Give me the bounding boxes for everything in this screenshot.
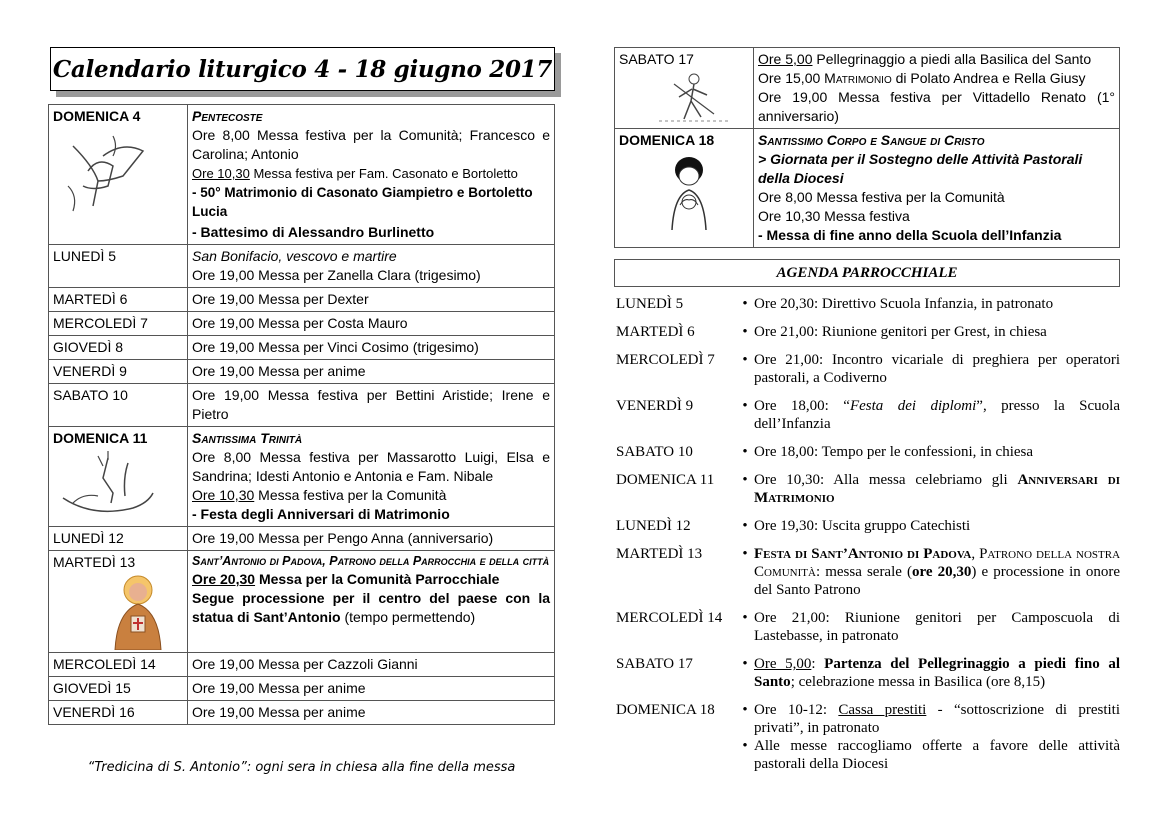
table-row xyxy=(615,48,1120,129)
agenda-day: MERCOLEDÌ 7 xyxy=(616,352,715,368)
agenda-item xyxy=(616,517,1120,535)
event-line: Messa per la Comunità Parrocchiale xyxy=(255,571,500,587)
agenda-text: Ore 20,30: Direttivo Scuola Infanzia, in patronato xyxy=(754,296,1054,312)
agenda-item xyxy=(616,397,1120,433)
agenda-item xyxy=(616,323,1120,341)
bullet-icon: • xyxy=(742,472,748,488)
liturgical-calendar-table xyxy=(48,104,555,725)
agenda-text-underlined: Cassa prestiti xyxy=(838,702,927,718)
agenda-item xyxy=(616,295,1120,313)
table-row xyxy=(49,245,555,288)
liturgical-calendar-table-continued xyxy=(614,47,1120,248)
table-row xyxy=(49,677,555,701)
agenda-text: ”, presso la Scuola dell’Infanzia xyxy=(754,398,1120,432)
agenda-day: SABATO 17 xyxy=(616,656,693,672)
day-label: VENERDÌ 16 xyxy=(49,701,188,725)
mass-line: Ore 19,00 Messa per anime xyxy=(188,701,555,725)
agenda-text: Ore 10,30: Alla messa celebriamo gli xyxy=(754,472,1018,488)
table-row xyxy=(49,701,555,725)
agenda-item xyxy=(616,471,1120,507)
agenda-text-italic: Festa dei diplomi xyxy=(849,398,977,414)
day-label: LUNEDÌ 5 xyxy=(49,245,188,288)
event-line: Pellegrinaggio a piedi alla Basilica del Santo xyxy=(812,51,1092,67)
table-row xyxy=(615,129,1120,248)
mass-line: Ore 8,00 Messa festiva per la Comunità; Francesco e Carolina; Antonio xyxy=(192,127,550,162)
saint-anthony-image xyxy=(103,572,173,650)
feast-heading: Santissimo Corpo e Sangue di Cristo xyxy=(758,132,985,148)
mass-line: Messa festiva per Fam. Casonato e Bortoletto xyxy=(249,166,518,181)
agenda-title: AGENDA PARROCCHIALE xyxy=(614,259,1120,287)
agenda-time: Ore 5,00 xyxy=(754,656,812,672)
agenda-text-smallcaps: Patrono della nostra Comunità xyxy=(754,546,1121,580)
agenda-day: MERCOLEDÌ 14 xyxy=(616,610,723,626)
parish-agenda xyxy=(616,295,1120,773)
agenda-day: DOMENICA 11 xyxy=(616,472,715,488)
mass-line: Ore 19,00 Messa per Dexter xyxy=(188,288,555,312)
event-line: - Battesimo di Alessandro Burlinetto xyxy=(192,224,435,240)
bullet-icon: • xyxy=(742,444,748,460)
agenda-text: Ore 18,00: “ xyxy=(754,398,850,414)
agenda-text-bold: Partenza del Pellegrinaggio a piedi fino al Santo xyxy=(754,656,1120,690)
mass-line: Ore 19,00 Messa per anime xyxy=(188,677,555,701)
agenda-text: Alle messe raccogliamo offerte a favore delle attività pastorali della Diocesi xyxy=(754,738,1120,772)
table-row xyxy=(49,360,555,384)
event-line: - 50° Matrimonio di Casonato Giampietro e Bortoletto Lucia xyxy=(192,185,533,219)
day-label: MARTEDÌ 6 xyxy=(49,288,188,312)
event-line: - Festa degli Anniversari di Matrimonio xyxy=(192,506,450,522)
mass-line: Ore 19,00 Messa per Costa Mauro xyxy=(188,312,555,336)
time-label: Ore 10,30 xyxy=(192,166,250,181)
day-label: LUNEDÌ 12 xyxy=(49,527,188,551)
agenda-text: Ore 10-12: xyxy=(754,702,839,718)
day-label: SABATO 17 xyxy=(619,51,694,67)
day-label: DOMENICA 4 xyxy=(53,108,141,124)
agenda-text: , xyxy=(971,546,980,562)
day-label: SABATO 10 xyxy=(49,384,188,427)
mass-line: Ore 10,30 Messa festiva xyxy=(758,208,910,224)
table-row xyxy=(49,427,555,527)
table-row xyxy=(49,653,555,677)
agenda-day: LUNEDÌ 5 xyxy=(616,296,684,312)
pilgrim-walker-icon xyxy=(639,69,739,124)
bullet-icon: • xyxy=(742,738,748,754)
bullet-icon: • xyxy=(742,656,748,672)
agenda-text: Ore 19,30: Uscita gruppo Catechisti xyxy=(754,518,971,534)
mass-line: Messa festiva per la Comunità xyxy=(254,487,447,503)
agenda-text: Ore 18,00: Tempo per le confessioni, in chiesa xyxy=(754,444,1034,460)
feast-heading: Santissima Trinità xyxy=(192,430,303,446)
table-row xyxy=(49,384,555,427)
agenda-day: SABATO 10 xyxy=(616,444,693,460)
day-label: MERCOLEDÌ 7 xyxy=(49,312,188,336)
pentecost-hands-icon xyxy=(53,126,163,221)
agenda-day: DOMENICA 18 xyxy=(616,702,715,718)
mass-line: Ore 8,00 Messa festiva per la Comunità xyxy=(758,189,1005,205)
agenda-day: MARTEDÌ 6 xyxy=(616,324,695,340)
agenda-item xyxy=(616,701,1120,773)
day-label: MERCOLEDÌ 14 xyxy=(49,653,188,677)
bullet-icon: • xyxy=(742,546,748,562)
agenda-text-bold: Anniversari di Matrimonio xyxy=(754,472,1120,506)
agenda-item xyxy=(616,609,1120,645)
table-row xyxy=(49,527,555,551)
day-label: DOMENICA 18 xyxy=(619,132,715,148)
event-line: di Polato Andrea e Rella Giusy xyxy=(891,70,1086,86)
mass-line: Ore 19,00 Messa festiva per Vittadello Renato (1° anniversario) xyxy=(758,89,1115,124)
mass-line: Ore 19,00 Messa per anime xyxy=(188,360,555,384)
time-label: Ore 5,00 xyxy=(758,51,813,67)
wedding-label: Matrimonio xyxy=(824,70,892,86)
bullet-icon: • xyxy=(742,702,748,718)
table-row xyxy=(49,288,555,312)
event-line: Segue processione per il centro del paese con la statua di Sant’Antonio xyxy=(192,590,550,625)
agenda-text: Ore 21,00: Riunione genitori per Grest, in chiesa xyxy=(754,324,1047,340)
page-title-box xyxy=(50,47,555,91)
table-row xyxy=(49,551,555,653)
bullet-icon: • xyxy=(742,324,748,340)
trinity-hand-icon xyxy=(53,448,163,520)
agenda-text: ) e processione in onore del Santo Patrono xyxy=(754,564,1121,598)
diocese-day-line: > Giornata per il Sostegno delle Attività Pastorali della Diocesi xyxy=(758,151,1083,186)
page-title: Calendario liturgico 4 - 18 giugno 2017 xyxy=(52,55,553,83)
day-label: MARTEDÌ 13 xyxy=(53,554,136,570)
bullet-icon: • xyxy=(742,296,748,312)
agenda-item xyxy=(616,545,1120,599)
mass-line: Ore 19,00 Messa per Cazzoli Gianni xyxy=(188,653,555,677)
bullet-icon: • xyxy=(742,398,748,414)
mass-line: Ore 19,00 Messa festiva per Bettini Aristide; Irene e Pietro xyxy=(188,384,555,427)
event-line: - Messa di fine anno della Scuola dell’Infanzia xyxy=(758,227,1062,243)
mass-line: Ore 19,00 Messa per Pengo Anna (anniversario) xyxy=(188,527,555,551)
feast-heading: Pentecoste xyxy=(192,108,263,124)
saint-line: San Bonifacio, vescovo e martire xyxy=(192,248,397,264)
agenda-item xyxy=(616,443,1120,461)
bullet-icon: • xyxy=(742,518,748,534)
mass-line: Ore 19,00 Messa per Vinci Cosimo (trigesimo) xyxy=(188,336,555,360)
child-praying-icon xyxy=(634,150,734,230)
agenda-text: ; celebrazione messa in Basilica (ore 8,15) xyxy=(790,674,1046,690)
table-row xyxy=(49,312,555,336)
agenda-text: Ore 21,00: Incontro vicariale di preghiera per operatori pastorali, a Codiverno xyxy=(754,352,1120,386)
time-label: Ore 20,30 xyxy=(192,571,256,587)
table-row xyxy=(49,105,555,245)
feast-heading: Sant’Antonio di Padova, Patrono della Parrocchia e della città xyxy=(192,554,550,568)
agenda-text: : xyxy=(811,656,825,672)
day-label: VENERDÌ 9 xyxy=(49,360,188,384)
agenda-day: LUNEDÌ 12 xyxy=(616,518,691,534)
mass-line: Ore 8,00 Messa festiva per Massarotto Luigi, Elsa e Sandrina; Idesti Antonio e Antonia e Fam. Nibale xyxy=(192,449,550,484)
agenda-text-bold: Festa di Sant’Antonio di Padova xyxy=(754,546,972,562)
time-label: Ore 10,30 xyxy=(192,487,255,503)
day-label: GIOVEDÌ 15 xyxy=(49,677,188,701)
agenda-text: - “sottoscrizione di prestiti privati”, in patronato xyxy=(754,702,1121,736)
bullet-icon: • xyxy=(742,352,748,368)
table-row xyxy=(49,336,555,360)
agenda-text-bold: ore 20,30 xyxy=(912,564,972,580)
time-label: Ore 15,00 xyxy=(758,70,825,86)
agenda-item xyxy=(616,655,1120,691)
day-label: GIOVEDÌ 8 xyxy=(49,336,188,360)
agenda-item xyxy=(616,351,1120,387)
agenda-text: : messa serale ( xyxy=(815,564,912,580)
agenda-text: Ore 21,00: Riunione genitori per Camposcuola di Lastebasse, in patronato xyxy=(754,610,1120,644)
mass-line: Ore 19,00 Messa per Zanella Clara (trigesimo) xyxy=(192,267,481,283)
agenda-day: MARTEDÌ 13 xyxy=(616,546,703,562)
day-label: DOMENICA 11 xyxy=(53,430,148,446)
agenda-day: VENERDÌ 9 xyxy=(616,398,694,414)
bullet-icon: • xyxy=(742,610,748,626)
note-text: (tempo permettendo) xyxy=(340,609,476,625)
footer-note: “Tredicina di S. Antonio”: ogni sera in chiesa alla fine della messa xyxy=(87,760,516,775)
